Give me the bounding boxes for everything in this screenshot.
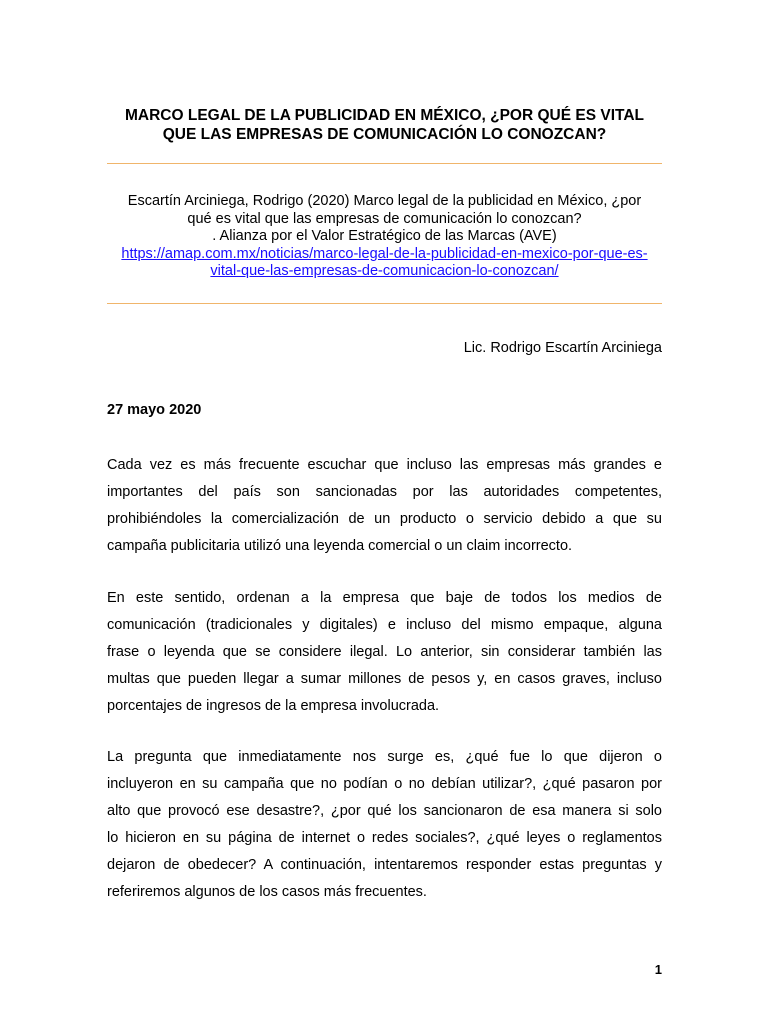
body-paragraph	[107, 452, 662, 560]
document-title	[107, 106, 662, 144]
paragraph-line: porcentajes de ingresos de la empresa involucrada.	[107, 698, 440, 714]
citation-link-line[interactable]: vital-que-las-empresas-de-comunicacion-lo-conozcan/	[210, 263, 559, 279]
author-name: Lic. Rodrigo Escartín Arciniega	[463, 340, 662, 356]
paragraph-line: importantes del país son sancionadas por las autoridades competentes,	[107, 484, 662, 500]
title-line: QUE LAS EMPRESAS DE COMUNICACIÓN LO CONOZCAN?	[162, 126, 607, 143]
publication-date: 27 mayo 2020	[107, 402, 202, 418]
paragraph-line: prohibiéndoles la comercialización de un producto o servicio debido a que su	[107, 511, 662, 527]
paragraph-line: alto que provocó ese desastre?, ¿por qué los sancionaron de esa manera si solo	[107, 803, 662, 819]
citation-block	[107, 193, 662, 281]
citation-line: . Alianza por el Valor Estratégico de las Marcas (AVE)	[212, 228, 557, 244]
citation-line: Escartín Arciniega, Rodrigo (2020) Marco legal de la publicidad en México, ¿por	[127, 193, 642, 209]
body-paragraph	[107, 744, 662, 906]
citation-link[interactable]	[107, 246, 662, 281]
citation-link-line[interactable]: https://amap.com.mx/noticias/marco-legal-de-la-publicidad-en-mexico-por-que-es-	[121, 245, 648, 262]
paragraph-line: dejaron de obedecer? A continuación, intentaremos responder estas preguntas y	[107, 857, 662, 873]
paragraph-line: lo hicieron en su página de internet o redes sociales?, ¿qué leyes o reglamentos	[107, 830, 662, 846]
title-line: MARCO LEGAL DE LA PUBLICIDAD EN MÉXICO, ¿POR QUÉ ES VITAL	[125, 107, 644, 124]
citation-line: qué es vital que las empresas de comunicación lo conozcan?	[187, 210, 582, 227]
divider-top	[107, 163, 662, 164]
paragraph-line: La pregunta que inmediatamente nos surge es, ¿qué fue lo que dijeron o	[107, 749, 662, 765]
body-paragraph	[107, 585, 662, 720]
divider-bottom	[107, 303, 662, 304]
document-page	[107, 0, 662, 1024]
paragraph-line: campaña publicitaria utilizó una leyenda comercial o un claim incorrecto.	[107, 538, 573, 554]
paragraph-line: referiremos algunos de los casos más frecuentes.	[107, 884, 427, 900]
paragraph-line: En este sentido, ordenan a la empresa que baje de todos los medios de	[107, 590, 662, 606]
paragraph-line: frase o leyenda que se considere ilegal. Lo anterior, sin considerar también las	[107, 644, 662, 660]
paragraph-line: Cada vez es más frecuente escuchar que incluso las empresas más grandes e	[107, 457, 662, 473]
paragraph-line: multas que pueden llegar a sumar millones de pesos y, en casos graves, incluso	[107, 671, 662, 687]
paragraph-line: comunicación (tradicionales y digitales) e incluso del mismo empaque, alguna	[107, 617, 662, 633]
page-number: 1	[654, 962, 662, 977]
paragraph-line: incluyeron en su campaña que no podían o no debían utilizar?, ¿qué pasaron por	[107, 776, 662, 792]
